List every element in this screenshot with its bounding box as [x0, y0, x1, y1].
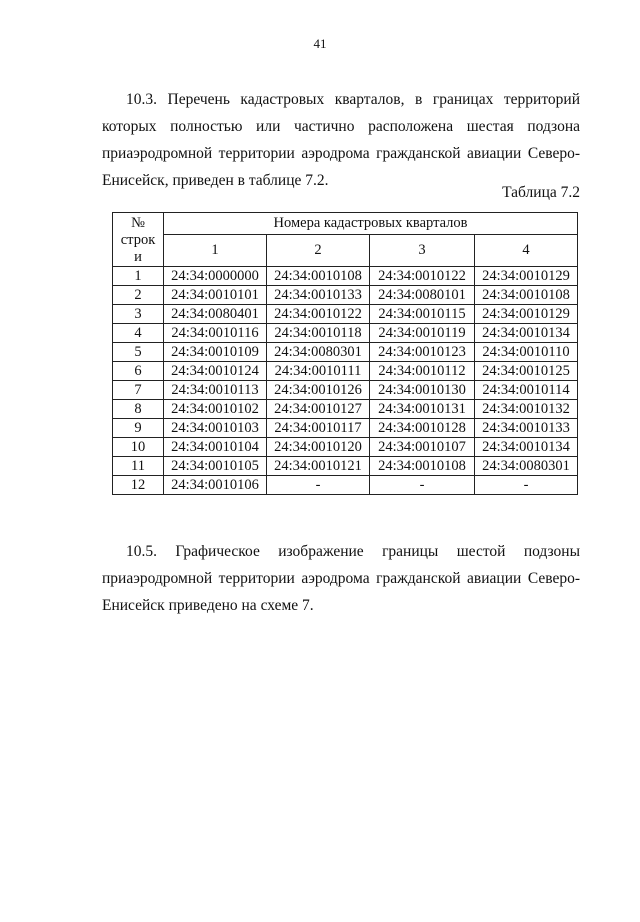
cadastral-number-cell: 24:34:0010134 [475, 324, 578, 343]
row-number-header: № строк и [113, 213, 164, 267]
cadastral-number-cell: 24:34:0010116 [164, 324, 267, 343]
cadastral-number-cell: 24:34:0080301 [267, 343, 370, 362]
column-header: 2 [267, 235, 370, 267]
table-row [113, 267, 578, 286]
row-number-cell: 7 [113, 381, 164, 400]
cadastral-number-cell: 24:34:0010102 [164, 400, 267, 419]
column-header: 4 [475, 235, 578, 267]
cadastral-number-cell: 24:34:0010129 [475, 305, 578, 324]
row-number-cell: 12 [113, 476, 164, 495]
cadastral-number-cell: 24:34:0010129 [475, 267, 578, 286]
row-number-cell: 6 [113, 362, 164, 381]
cadastral-number-cell: 24:34:0010120 [267, 438, 370, 457]
column-header: 3 [370, 235, 475, 267]
cadastral-number-cell: 24:34:0010115 [370, 305, 475, 324]
cadastral-number-cell: 24:34:0010105 [164, 457, 267, 476]
cadastral-number-cell: 24:34:0010133 [475, 419, 578, 438]
cadastral-number-cell: 24:34:0010123 [370, 343, 475, 362]
cadastral-number-cell: 24:34:0010132 [475, 400, 578, 419]
cadastral-number-cell: 24:34:0010119 [370, 324, 475, 343]
row-number-cell: 3 [113, 305, 164, 324]
cadastral-number-cell: 24:34:0010108 [370, 457, 475, 476]
cadastral-number-cell: 24:34:0010103 [164, 419, 267, 438]
table-row [113, 305, 578, 324]
table-row [113, 457, 578, 476]
cadastral-number-cell: 24:34:0010114 [475, 381, 578, 400]
table-row [113, 381, 578, 400]
page-number: 41 [313, 36, 327, 51]
cadastral-number-cell: 24:34:0010104 [164, 438, 267, 457]
table-caption: Таблица 7.2 [502, 184, 580, 201]
row-number-cell: 2 [113, 286, 164, 305]
cadastral-number-cell: 24:34:0010118 [267, 324, 370, 343]
cadastral-number-cell: 24:34:0010107 [370, 438, 475, 457]
table-row [113, 438, 578, 457]
cadastral-number-cell: 24:34:0010117 [267, 419, 370, 438]
row-number-cell: 4 [113, 324, 164, 343]
cadastral-number-cell: 24:34:0080301 [475, 457, 578, 476]
cadastral-number-cell: 24:34:0010130 [370, 381, 475, 400]
cadastral-number-cell: 24:34:0000000 [164, 267, 267, 286]
cadastral-number-cell: - [370, 476, 475, 495]
group-header: Номера кадастровых кварталов [164, 213, 578, 235]
cadastral-number-cell: 24:34:0010108 [475, 286, 578, 305]
cadastral-number-cell: 24:34:0010131 [370, 400, 475, 419]
paragraph-graphic-image [102, 538, 580, 619]
cadastral-number-cell: - [475, 476, 578, 495]
cadastral-number-cell: 24:34:0010101 [164, 286, 267, 305]
row-number-cell: 8 [113, 400, 164, 419]
row-number-cell: 5 [113, 343, 164, 362]
cadastral-number-cell: 24:34:0010124 [164, 362, 267, 381]
paragraph-1-text: 10.3. Перечень кадастровых кварталов, в границах территорий которых полностью или частично расположена шестая подзона приаэродромной территории аэродрома гражданской авиации Северо-Енисейск, приведен в таблице 7.2. [102, 91, 580, 189]
cadastral-number-cell: 24:34:0080401 [164, 305, 267, 324]
cadastral-number-cell: 24:34:0010108 [267, 267, 370, 286]
cadastral-number-cell: 24:34:0010127 [267, 400, 370, 419]
table-row [113, 362, 578, 381]
cadastral-number-cell: 24:34:0010122 [370, 267, 475, 286]
table-row [113, 343, 578, 362]
row-number-cell: 10 [113, 438, 164, 457]
paragraph-2-text: 10.5. Графическое изображение границы шестой подзоны приаэродромной территории аэродрома гражданской авиации Северо-Енисейск приведено на схеме 7. [102, 543, 580, 614]
cadastral-number-cell: 24:34:0010121 [267, 457, 370, 476]
cadastral-number-cell: 24:34:0010112 [370, 362, 475, 381]
table-row [113, 476, 578, 495]
table-body [113, 267, 578, 495]
cadastral-number-cell: 24:34:0010125 [475, 362, 578, 381]
table-row [113, 286, 578, 305]
cadastral-number-cell: 24:34:0010134 [475, 438, 578, 457]
cadastral-number-cell: 24:34:0010133 [267, 286, 370, 305]
cadastral-number-cell: 24:34:0010111 [267, 362, 370, 381]
cadastral-number-cell: 24:34:0080101 [370, 286, 475, 305]
paragraph-cadastral-list [102, 86, 580, 194]
cadastral-number-cell: - [267, 476, 370, 495]
cadastral-number-cell: 24:34:0010122 [267, 305, 370, 324]
cadastral-number-cell: 24:34:0010113 [164, 381, 267, 400]
table-row [113, 419, 578, 438]
cadastral-number-cell: 24:34:0010128 [370, 419, 475, 438]
table-row [113, 324, 578, 343]
column-header: 1 [164, 235, 267, 267]
row-number-cell: 9 [113, 419, 164, 438]
row-number-cell: 11 [113, 457, 164, 476]
cadastral-number-cell: 24:34:0010126 [267, 381, 370, 400]
cadastral-quarters-table [112, 212, 578, 495]
cadastral-number-cell: 24:34:0010106 [164, 476, 267, 495]
cadastral-number-cell: 24:34:0010109 [164, 343, 267, 362]
cadastral-number-cell: 24:34:0010110 [475, 343, 578, 362]
row-number-cell: 1 [113, 267, 164, 286]
table-row [113, 400, 578, 419]
